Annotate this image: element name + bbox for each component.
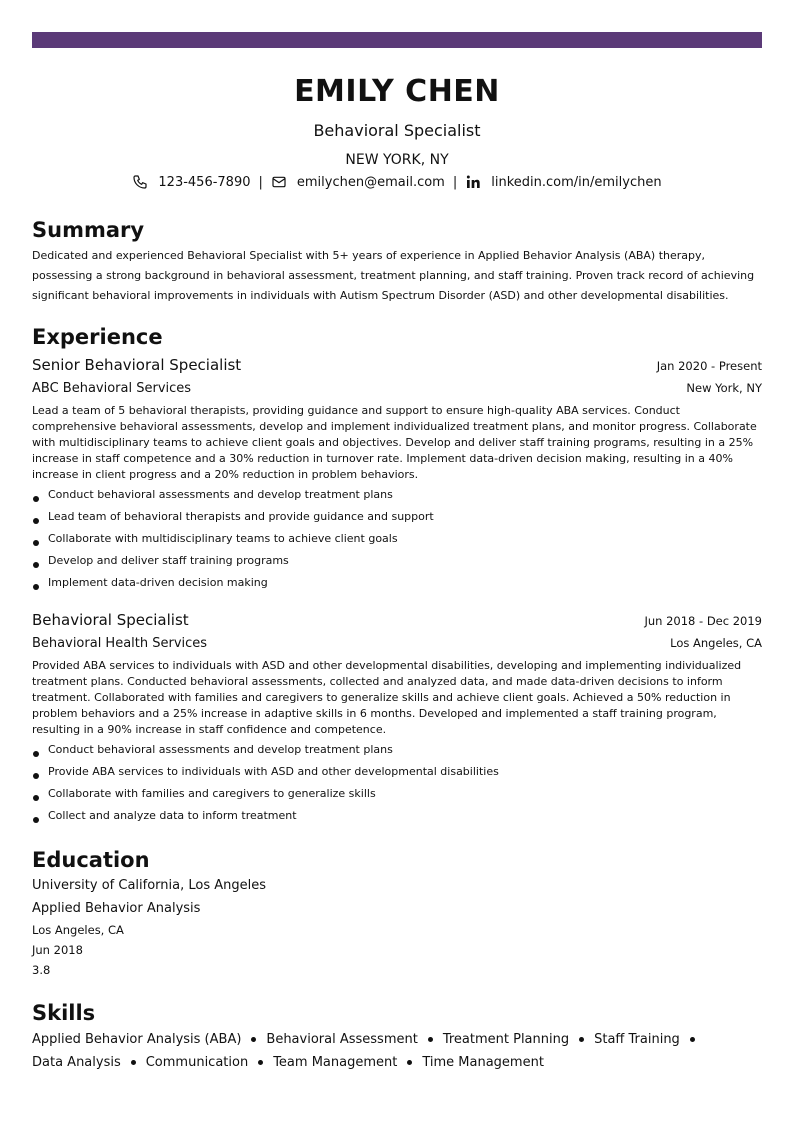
bullet-dot — [258, 1060, 263, 1065]
summary-heading: Summary — [32, 218, 145, 242]
skills-heading: Skills — [32, 1001, 96, 1025]
bullet-dot — [131, 1060, 136, 1065]
job-location: Los Angeles, CA — [670, 636, 762, 650]
job-company-row — [32, 381, 762, 396]
candidate-location: NEW YORK, NY — [345, 152, 449, 168]
education-location: Los Angeles, CA — [32, 923, 124, 937]
skills-list — [32, 1028, 762, 1074]
job-dates: Jan 2020 - Present — [656, 359, 762, 373]
list-item: Collect and analyze data to inform treatment — [32, 808, 762, 830]
contact-row — [0, 172, 794, 192]
list-item: Collaborate with multidisciplinary teams to achieve client goals — [32, 531, 762, 553]
bullet-dot — [407, 1060, 412, 1065]
candidate-name: EMILY CHEN — [294, 74, 500, 109]
job-description: Lead a team of 5 behavioral therapists, providing guidance and support to ensure high-quality ABA services. Conduct comprehensive behavioral assessments, develop and implement individualized treatment plans, and monitor progress. Collaborate with multidisciplinary teams to achieve client goals and objectives. Develop and deliver staff training programs, resulting in a 25% increase in staff competence and a 30% reduction in turnover rate. Implement data-driven decision making, resulting in a 40% increase in client progress and a 20% reduction in problem behaviors. — [32, 404, 757, 481]
list-item: Develop and deliver staff training programs — [32, 553, 762, 575]
job-bullets — [32, 742, 762, 830]
skill-item: Staff Training — [594, 1032, 680, 1047]
contact-separator: | — [258, 174, 263, 190]
phone-number[interactable]: 123-456-7890 — [158, 174, 251, 190]
list-item: Implement data-driven decision making — [32, 575, 762, 597]
skill-item: Behavioral Assessment — [266, 1032, 418, 1047]
contact-separator: | — [452, 174, 458, 190]
experience-heading: Experience — [32, 325, 163, 349]
skill-item: Time Management — [422, 1055, 544, 1070]
job-company-row — [32, 636, 762, 651]
summary-text: Dedicated and experienced Behavioral Specialist with 5+ years of experience in Applied Behavior Analysis (ABA) therapy, possessing a strong background in behavioral assessment, treatment planning, and staff training. Proven track record of achieving significant behavioral improvements in individuals with Autism Spectrum Disorder (ASD) and other developmental disabilities. — [32, 249, 755, 302]
accent-bar — [32, 32, 762, 48]
list-item: Provide ABA services to individuals with ASD and other developmental disabilities — [32, 764, 762, 786]
skill-item: Applied Behavior Analysis (ABA) — [32, 1032, 242, 1047]
skills-line — [32, 1028, 762, 1051]
job-header — [32, 356, 762, 374]
job-bullets — [32, 487, 762, 597]
list-item: Conduct behavioral assessments and develop treatment plans — [32, 487, 762, 509]
education-school: University of California, Los Angeles — [32, 878, 267, 893]
job-title: Senior Behavioral Specialist — [32, 356, 242, 374]
bullet-dot — [428, 1037, 433, 1042]
education-gpa: 3.8 — [32, 963, 51, 977]
skill-item: Team Management — [273, 1055, 398, 1070]
skills-line — [32, 1051, 762, 1074]
skill-item: Data Analysis — [32, 1055, 121, 1070]
bullet-dot — [690, 1037, 695, 1042]
education-degree: Applied Behavior Analysis — [32, 901, 201, 916]
skill-item: Communication — [145, 1055, 249, 1070]
list-item: Conduct behavioral assessments and develop treatment plans — [32, 742, 762, 764]
education-heading: Education — [32, 848, 150, 872]
job-title: Behavioral Specialist — [32, 611, 189, 629]
phone-icon — [132, 174, 148, 190]
email-icon — [271, 174, 287, 190]
list-item: Collaborate with families and caregivers to generalize skills — [32, 786, 762, 808]
job-company: ABC Behavioral Services — [32, 381, 192, 396]
email-link[interactable]: emilychen@email.com — [296, 174, 445, 190]
job-dates: Jun 2018 - Dec 2019 — [644, 614, 762, 628]
job-company: Behavioral Health Services — [32, 636, 208, 651]
bullet-dot — [579, 1037, 584, 1042]
candidate-title: Behavioral Specialist — [313, 121, 481, 140]
job-location: New York, NY — [686, 381, 762, 395]
education-date: Jun 2018 — [32, 943, 83, 957]
linkedin-link[interactable]: linkedin.com/in/emilychen — [491, 174, 662, 190]
job-description: Provided ABA services to individuals with ASD and other developmental disabilities, developing and implementing individualized treatment plans. Conducted behavioral assessments, collected and analyzed data, and made data-driven decisions to inform treatment. Collaborated with families and caregivers to generalize skills and achieve client goals. Achieved a 50% reduction in problem behaviors and a 25% increase in adaptive skills in 6 months. Developed and implemented a staff training program, resulting in a 90% increase in staff confidence and competence. — [32, 659, 742, 736]
job-header — [32, 611, 762, 629]
linkedin-icon — [465, 174, 481, 190]
bullet-dot — [251, 1037, 256, 1042]
list-item: Lead team of behavioral therapists and provide guidance and support — [32, 509, 762, 531]
skill-item: Treatment Planning — [442, 1032, 570, 1047]
